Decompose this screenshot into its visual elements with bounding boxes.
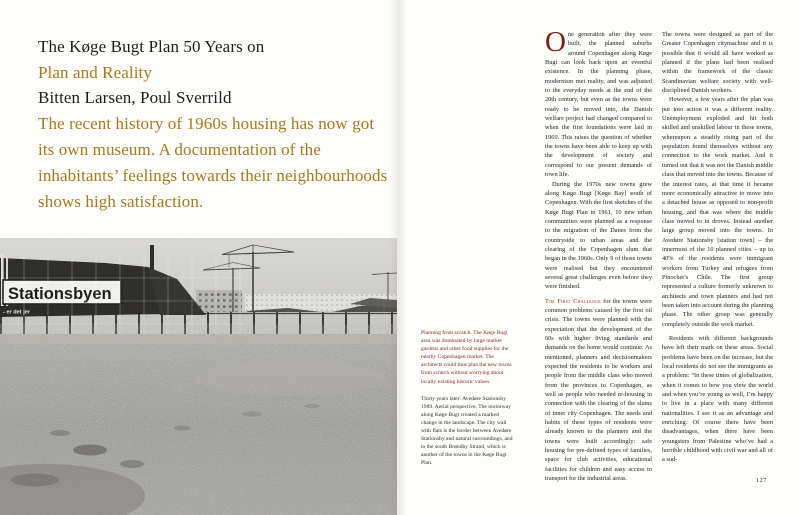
article-authors: Bitten Larsen, Poul Sverrild	[38, 88, 232, 107]
paragraph-citymachine: The towns were designed as part of the Greater Copenhagen citymachine and it is possible that it would all have worked as planned if the plans had been realised within the framework of the classic Scandinavian welfare society with well-disciplined Danish workers.	[662, 31, 773, 95]
first-challenge-text: for the towns were common problems caused by the first oil crisis. The towns were planned with the expectation that the development of the 60s with higher living standards and demands on the home would continue. As mentioned, planners and decisionmakers expected the residents to be workers and people from the middle class who moved from the provinces to Copenhagen, as well as people who needed re-housing in connection with the clearing of the slums of inner city Copenhagen. The needs and habits of these types of residents were already known to the planners and the towns were built accordingly: safe housing for pre-defined types of families, space for club activities, educational facilities for children and easy access to transport for the industrial areas.	[545, 297, 652, 483]
photo-caption-bottom: Thirty years later: Avedøre Stationsby 1989. Aerial perspective. The motorway along Køge Bugt created a marked change in the landscape. The city wall with flats is the border between Avedøre Stationsby and natural surroundings, and to the south Brøndby Strand, which is another of the towns in the Køge Bugt Plan.	[421, 395, 513, 467]
sign-text: Stationsbyen	[8, 285, 112, 303]
article-title: The Køge Bugt Plan 50 Years on	[38, 37, 265, 56]
page-number: 127	[756, 477, 767, 484]
page-gutter	[390, 0, 408, 515]
text-column-1	[545, 26, 652, 484]
photo-caption-top: Planning from scratch. The Køge Bugt area was dominated by large market gardens and other food supplies for the nearby Copenhagen market. The architects could thus plan the new towns from scratch without worrying about locally existing historic values.	[421, 330, 512, 385]
paragraph-first-challenge	[545, 297, 652, 484]
paragraph-different-reality: However, a few years after the plan was put into action it was a different reality. Unemployment exploded and hit both skilled and unskilled labour in these towns, whereupon a steadily rising part of the population found themselves without any connection to the work market. And it turned out that it was not the Danish middle class that moved into the towns. Because of the interest rates, at that time it became more economically attractive to move into a detached house as opposed to non-profit housing, and that was where the middle class moved to in droves. Instead another large group moved into the towns. In Avedøre Stationsby [station town] – the innermost of the 10 planned cities – up to 40% of the residents were immigrant workers from Turkey and refugees from Pinochet’s Chile. The first group represented a culture formerly unknown to architects and town planners and had not been taken into account during the planning phase. The other group was generally completely outside the work market.	[662, 96, 773, 328]
sign-subtext: - er det jer	[3, 309, 31, 316]
construction-photo-art	[0, 238, 397, 515]
article-standfirst: The recent history of 1960s housing has now got its own museum. A documentation of the inhabitants’ feelings towards their neighbourhoods shows high satisfaction.	[38, 113, 388, 211]
text-column-2	[662, 30, 773, 465]
first-challenge-heading: The First Challenge	[545, 297, 601, 305]
paragraph-residents: Residents with different backgrounds have left their mark on these areas. Social problems have been on the increase, but the local residents do not see the immigrants as a problem: “In these times of globalization, when it comes to how you view the world and when you’re young as well, I’m happy to live in a place with many different nationalities. I see it as an advantage and enriching. Of course there have been disadvantages, when there have been youngsters from Palestine who’ve had a horrible childhood with civil war and all of a sud-	[662, 335, 773, 464]
article-subtitle: Plan and Reality	[38, 62, 152, 82]
drop-cap: O	[545, 26, 566, 58]
construction-photo	[0, 238, 397, 515]
paragraph-opening	[545, 26, 652, 180]
paragraph-opening-text: ne generation after they were built, the planned suburbs around Copenhagen along Køge Bugt can look back upon an eventful existence. In the planning phase, modernism met reality, and was adjusted to the everyday needs at the end of the 20th century, but even as the towns were ready to be moved into, the Danish welfare project had changed compared to when the first foundations were laid in 1969. This raises the question of whether the towns have been able to keep up with the development of society and correspond to our present demands of town life.	[545, 31, 652, 179]
paragraph-new-towns: During the 1970s new towns grew along Køge Bugt [Køge Bay] south of Copenhagen. With the first sketches of the Køge Bugt Plan in 1961, 10 new urban communities were planned as a response to the migration of the Danes from the countryside to urban areas and the clearing of the Copenhagen slum that began in the 1960s. Only 9 of those towns were realised but they encountered several great challenges even before they were finished.	[545, 180, 652, 291]
title-block	[38, 34, 398, 215]
photo-captions	[421, 329, 513, 477]
